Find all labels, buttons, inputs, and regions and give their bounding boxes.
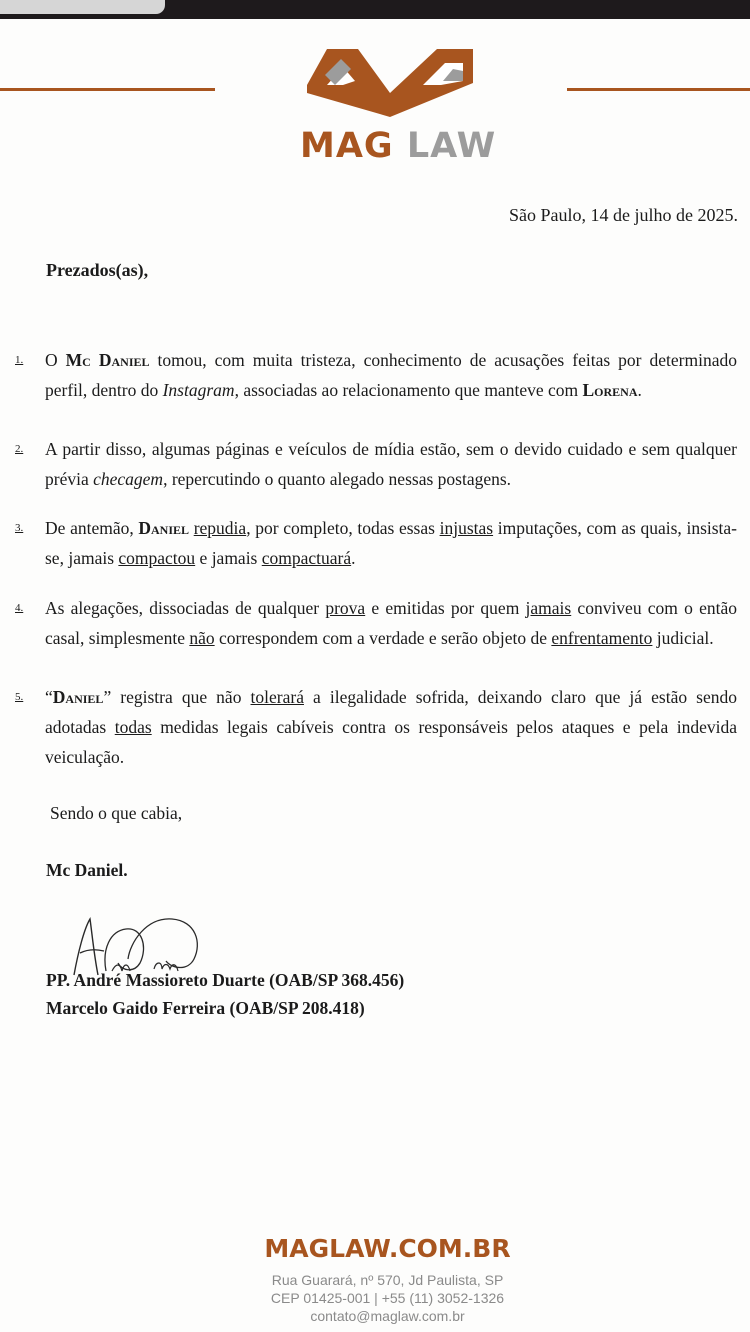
item-number: 5. <box>15 691 24 703</box>
date-line: São Paulo, 14 de julho de 2025. <box>509 205 738 225</box>
greeting: Prezados(as), <box>46 260 149 280</box>
item-number: 4. <box>15 602 24 614</box>
footer-address: Rua Guarará, nº 570, Jd Paulista, SP <box>271 1272 504 1288</box>
item-text: O Mc Daniel tomou, com muita tristeza, conhecimento de acusações feitas por determinado perfil, dentro do Instagram, associadas ao relacionamento que manteve com Lorena. <box>45 350 737 400</box>
header-rule-left <box>0 88 215 91</box>
item-text: As alegações, dissociadas de qualquer prova e emitidas por quem jamais conviveu com o então casal, simplesmente não correspondem com a verdade e serão objeto de enfrentamento judicial. <box>45 598 737 648</box>
sender-name: Mc Daniel. <box>46 860 128 880</box>
list-item-2 <box>15 434 737 494</box>
footer-website: MAGLAW.COM.BR <box>264 1234 511 1263</box>
list-item-3 <box>15 513 737 573</box>
lawyer-line-2: Marcelo Gaido Ferreira (OAB/SP 208.418) <box>46 998 365 1018</box>
item-text: “Daniel” registra que não tolerará a ilegalidade sofrida, deixando claro que já estão sendo adotadas todas medidas legais cabíveis contra os responsáveis pelos ataques e pela indevida veiculação. <box>45 687 737 767</box>
status-bar <box>0 0 750 19</box>
item-number: 3. <box>15 522 24 534</box>
logo-wordmark <box>300 124 497 168</box>
list-item-4 <box>15 593 737 653</box>
closing-line: Sendo o que cabia, <box>50 803 183 823</box>
item-text: A partir disso, algumas páginas e veículos de mídia estão, sem o devido cuidado e sem qualquer prévia checagem, repercutindo o quanto alegado nessas postagens. <box>45 439 737 489</box>
list-item-5 <box>15 682 737 772</box>
item-number: 1. <box>15 354 24 366</box>
item-text: De antemão, Daniel repudia, por completo, todas essas injustas imputações, com as quais, insista-se, jamais compactou e jamais compactuará. <box>45 518 738 568</box>
lawyer-line-1: PP. André Massioreto Duarte (OAB/SP 368.456) <box>46 970 405 990</box>
footer-cep-phone: CEP 01425-001 | +55 (11) 3052-1326 <box>270 1290 505 1306</box>
status-bar-pill <box>0 0 165 14</box>
list-item-1 <box>15 345 737 405</box>
logo-word-law: LAW <box>406 126 497 166</box>
header-rule-right <box>567 88 750 91</box>
mag-law-logo-icon <box>305 45 477 120</box>
footer-email: contato@maglaw.com.br <box>310 1308 465 1324</box>
item-number: 2. <box>15 443 24 455</box>
logo-word-mag: MAG <box>300 126 394 166</box>
